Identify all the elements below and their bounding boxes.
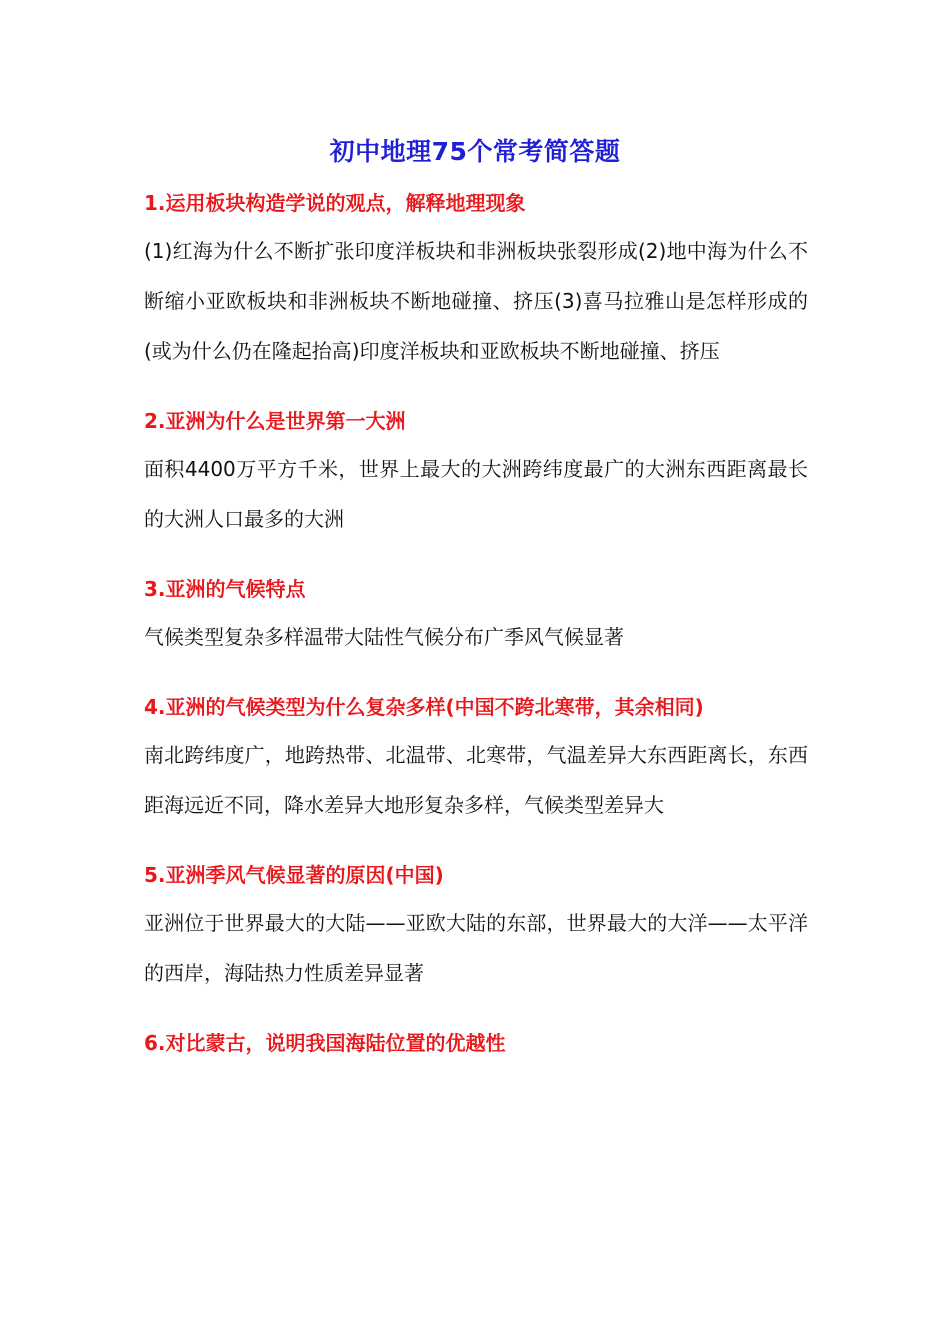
- question-heading: 3.亚洲的气候特点: [144, 577, 306, 601]
- question-answer: 南北跨纬度广，地跨热带、北温带、北寒带，气温差异大东西距离长，东西距海远近不同，降水差异大地形复杂多样，气候类型差异大: [144, 743, 808, 817]
- question-heading: 4.亚洲的气候类型为什么复杂多样(中国不跨北寒带，其余相同): [144, 695, 704, 719]
- question-2: [144, 398, 808, 544]
- question-answer: 面积4400万平方千米，世界上最大的大洲跨纬度最广的大洲东西距离最长的大洲人口最多的大洲: [144, 457, 808, 531]
- question-answer: 亚洲位于世界最大的大陆——亚欧大陆的东部，世界最大的大洋——太平洋的西岸，海陆热力性质差异显著: [144, 911, 808, 985]
- question-3: [144, 566, 808, 662]
- document-content: [144, 180, 808, 1066]
- question-4: [144, 684, 808, 830]
- question-heading: 2.亚洲为什么是世界第一大洲: [144, 409, 406, 433]
- document-title: 初中地理75个常考简答题: [329, 137, 621, 166]
- question-6: [144, 1020, 808, 1066]
- question-heading: 5.亚洲季风气候显著的原因(中国): [144, 863, 444, 887]
- question-heading: 6.对比蒙古，说明我国海陆位置的优越性: [144, 1031, 506, 1055]
- question-answer: 气候类型复杂多样温带大陆性气候分布广季风气候显著: [144, 625, 624, 649]
- question-1: [144, 180, 808, 376]
- question-5: [144, 852, 808, 998]
- question-answer: (1)红海为什么不断扩张印度洋板块和非洲板块张裂形成(2)地中海为什么不断缩小亚欧板块和非洲板块不断地碰撞、挤压(3)喜马拉雅山是怎样形成的(或为什么仍在隆起抬高)印度洋板块和亚欧板块不断地碰撞、挤压: [144, 239, 808, 363]
- question-heading: 1.运用板块构造学说的观点，解释地理现象: [144, 191, 526, 215]
